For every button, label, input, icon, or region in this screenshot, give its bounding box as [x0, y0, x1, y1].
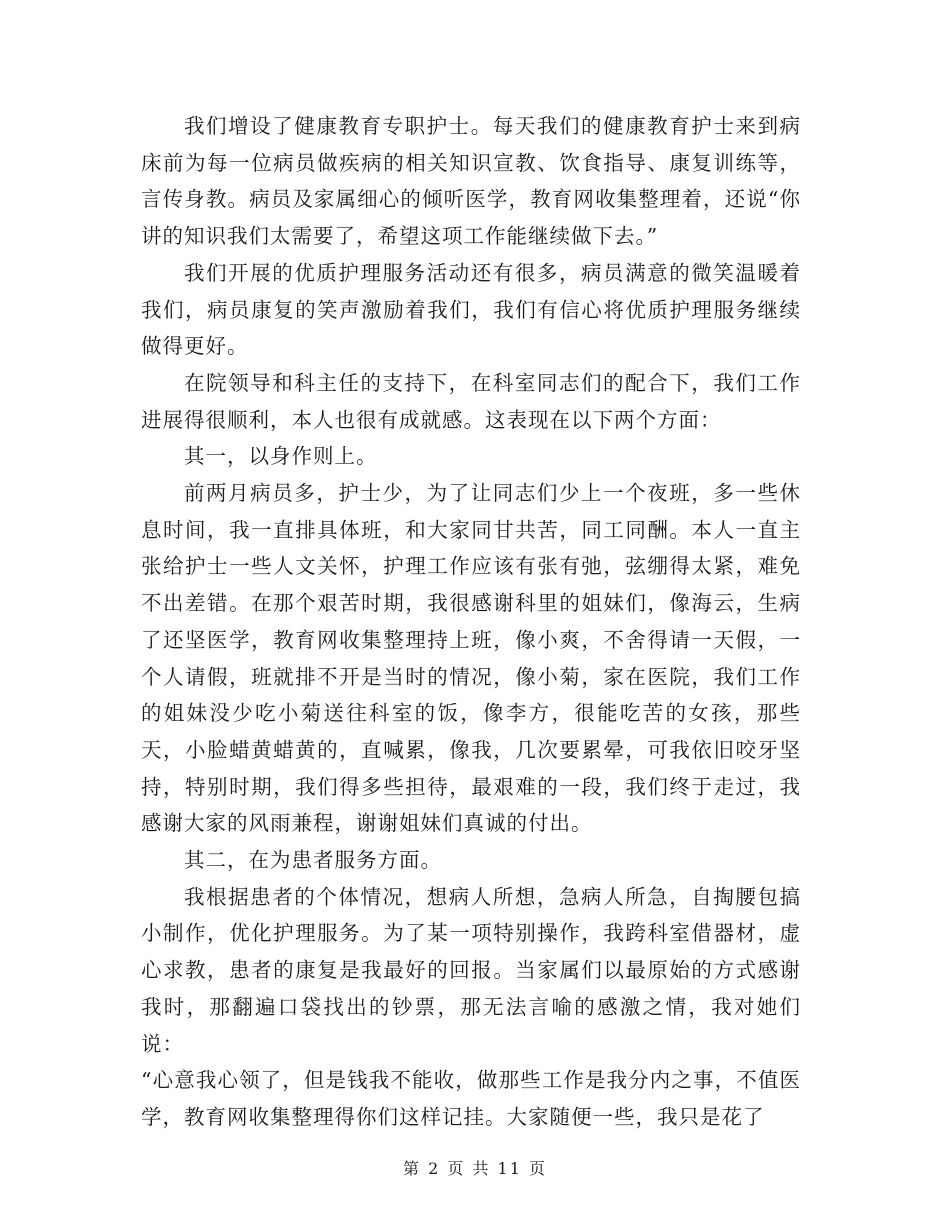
- paragraph: 其一，以身作则上。: [184, 444, 378, 469]
- paragraph: 我们开展的优质护理服务活动还有很多，病员满意的微笑温暖着我们，病员康复的笑声激励着我们，我们有信心将优质护理服务继续做得更好。: [141, 260, 801, 359]
- paragraph: 我根据患者的个体情况，想病人所想，急病人所急，自掏腰包搞小制作，优化护理服务。为了某一项特别操作，我跨科室借器材，虚心求教，患者的康复是我最好的回报。当家属们以最原始的方式感谢我时，那翻遍口袋找出的钞票，那无法言喻的感激之情，我对她们说：: [141, 884, 801, 1056]
- paragraph: 我们增设了健康教育专职护士。每天我们的健康教育护士来到病床前为每一位病员做疾病的相关知识宣教、饮食指导、康复训练等，言传身教。病员及家属细心的倾听医学，教育网收集整理着，还说“你讲的知识我们太需要了，希望这项工作能继续做下去。”: [141, 114, 801, 249]
- paragraph: “心意我心领了，但是钱我不能收，做那些工作是我分内之事，不值医学，教育网收集整理得你们这样记挂。大家随便一些，我只是花了: [141, 1068, 801, 1129]
- page-number-footer: 第 2 页 共 11 页: [403, 1159, 547, 1178]
- paragraph: 其二，在为患者服务方面。: [184, 848, 442, 873]
- paragraph: 在院领导和科主任的支持下，在科室同志们的配合下，我们工作进展得很顺利，本人也很有成就感。这表现在以下两个方面：: [141, 370, 801, 432]
- paragraph: 前两月病员多，护士少，为了让同志们少上一个夜班，多一些休息时间，我一直排具体班，和大家同甘共苦，同工同酬。本人一直主张给护士一些人文关怀，护理工作应该有张有弛，弦绷得太紧，难免不出差错。在那个艰苦时期，我很感谢科里的姐妹们，像海云，生病了还坚医学，教育网收集整理持上班，像小爽，不舍得请一天假，一个人请假，班就排不开是当时的情况，像小菊，家在医院，我们工作的姐妹没少吃小菊送往科室的饭，像李方，很能吃苦的女孩，那些天，小脸蜡黄蜡黄的，直喊累，像我，几次要累晕，可我依旧咬牙坚持，特别时期，我们得多些担待，最艰难的一段，我们终于走过，我感谢大家的风雨兼程，谢谢姐妹们真诚的付出。: [141, 481, 801, 836]
- body-text: [141, 108, 801, 1136]
